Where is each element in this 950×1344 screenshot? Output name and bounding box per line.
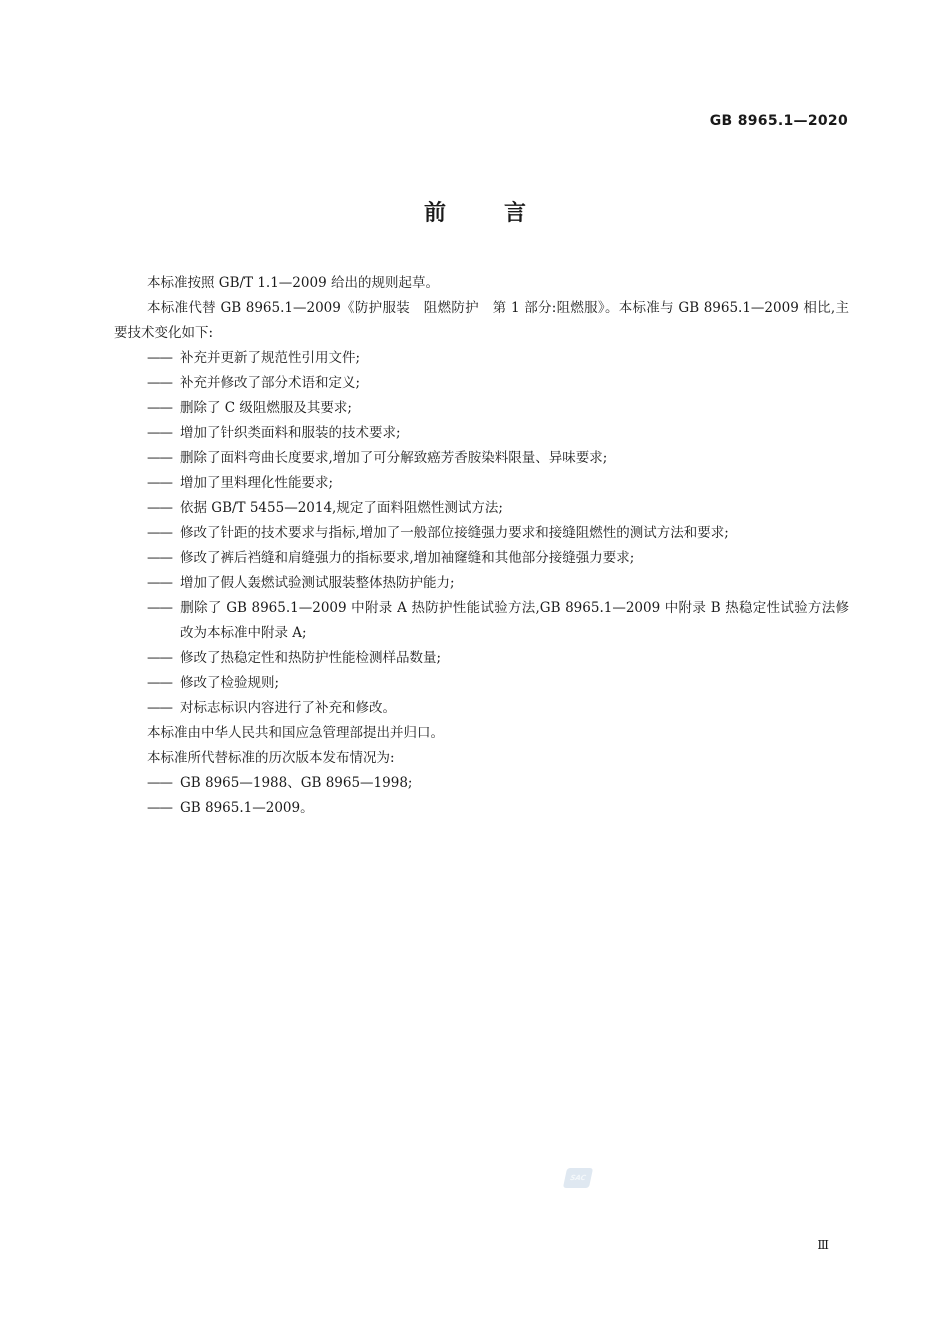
list-dash: ——	[147, 450, 172, 466]
list-item: —— 补充并更新了规范性引用文件;	[114, 346, 849, 371]
drafting-rule-paragraph: 本标准按照 GB/T 1.1—2009 给出的规则起草。	[147, 275, 439, 291]
list-dash: ——	[147, 525, 172, 541]
list-dash: ——	[147, 600, 172, 616]
list-dash: ——	[147, 500, 172, 516]
list-dash: ——	[147, 475, 172, 491]
list-dash: ——	[147, 800, 172, 816]
list-dash: ——	[147, 400, 172, 416]
list-dash: ——	[147, 350, 172, 366]
changes-list	[114, 346, 849, 721]
watermark-text: SAC	[569, 1174, 587, 1182]
history-list	[114, 771, 849, 821]
list-dash: ——	[147, 700, 172, 716]
list-item: —— 补充并修改了部分术语和定义;	[114, 371, 849, 396]
list-item: —— 删除了 GB 8965.1—2009 中附录 A 热防护性能试验方法,GB 8965.1—2009 中附录 B 热稳定性试验方法修改为本标准中附录 A;	[114, 596, 849, 646]
standard-number: GB 8965.1—2020	[709, 113, 848, 129]
list-dash: ——	[147, 675, 172, 691]
list-item: —— 增加了里料理化性能要求;	[114, 471, 849, 496]
history-paragraph: 本标准所代替标准的历次版本发布情况为:	[147, 750, 395, 766]
list-item: —— 修改了检验规则;	[114, 671, 849, 696]
list-dash: ——	[147, 425, 172, 441]
proposer-paragraph: 本标准由中华人民共和国应急管理部提出并归口。	[147, 725, 444, 741]
page-number: Ⅲ	[817, 1238, 829, 1252]
list-item: —— 删除了面料弯曲长度要求,增加了可分解致癌芳香胺染料限量、异味要求;	[114, 446, 849, 471]
list-item: —— GB 8965.1—2009。	[114, 796, 849, 821]
list-item: —— 修改了针距的技术要求与指标,增加了一般部位接缝强力要求和接缝阻燃性的测试方法和要求;	[114, 521, 849, 546]
sac-watermark-logo	[563, 1168, 593, 1188]
list-item: —— 修改了裤后裆缝和肩缝强力的指标要求,增加袖窿缝和其他部分接缝强力要求;	[114, 546, 849, 571]
list-item: —— 依据 GB/T 5455—2014,规定了面料阻燃性测试方法;	[114, 496, 849, 521]
list-dash: ——	[147, 550, 172, 566]
list-item: —— 增加了针织类面料和服装的技术要求;	[114, 421, 849, 446]
list-item: —— 增加了假人轰燃试验测试服装整体热防护能力;	[114, 571, 849, 596]
list-dash: ——	[147, 375, 172, 391]
page-title: 前言	[423, 201, 584, 226]
foreword-body	[114, 271, 849, 821]
list-item: —— 修改了热稳定性和热防护性能检测样品数量;	[114, 646, 849, 671]
replacement-paragraph: 本标准代替 GB 8965.1—2009《防护服装 阻燃防护 第 1 部分:阻燃服》。本标准与 GB 8965.1—2009 相比,主要技术变化如下:	[114, 300, 849, 341]
list-item: —— 删除了 C 级阻燃服及其要求;	[114, 396, 849, 421]
list-dash: ——	[147, 650, 172, 666]
list-item: —— 对标志标识内容进行了补充和修改。	[114, 696, 849, 721]
list-dash: ——	[147, 775, 172, 791]
list-item: —— GB 8965—1988、GB 8965—1998;	[114, 771, 849, 796]
list-dash: ——	[147, 575, 172, 591]
